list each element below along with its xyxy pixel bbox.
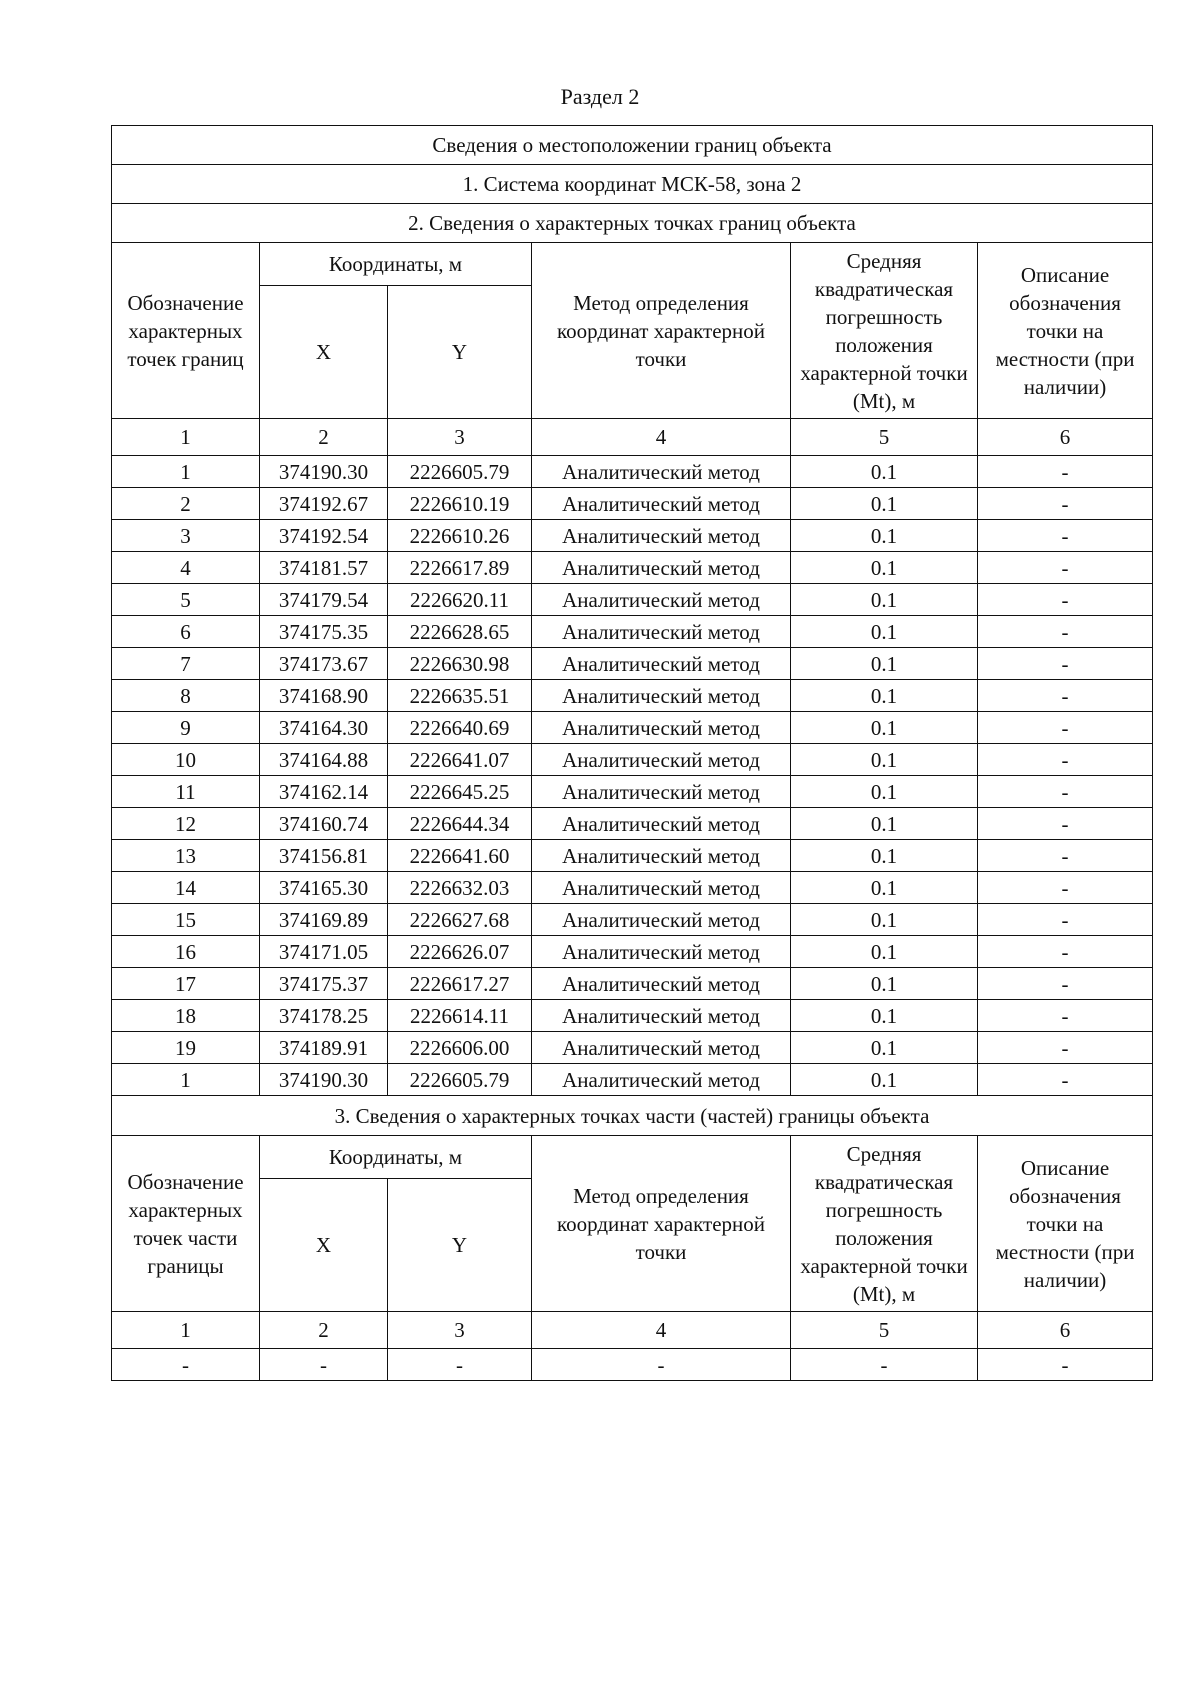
point-cell: - <box>112 1349 260 1381</box>
header-x: X <box>260 286 388 419</box>
section2-title: 2. Сведения о характерных точках границ объекта <box>112 204 1153 243</box>
point-cell: 3 <box>112 520 260 552</box>
header-coordinates: Координаты, м <box>260 1136 532 1179</box>
error-cell: 0.1 <box>791 456 978 488</box>
x-cell: 374169.89 <box>260 904 388 936</box>
method-cell: Аналитический метод <box>532 936 791 968</box>
method-cell: Аналитический метод <box>532 968 791 1000</box>
table-row <box>112 456 1153 488</box>
point-cell: 9 <box>112 712 260 744</box>
table-row <box>112 584 1153 616</box>
method-cell: Аналитический метод <box>532 520 791 552</box>
x-cell: 374178.25 <box>260 1000 388 1032</box>
x-cell: 374192.54 <box>260 520 388 552</box>
description-cell: - <box>978 968 1153 1000</box>
point-cell: 5 <box>112 584 260 616</box>
y-cell: 2226645.25 <box>388 776 532 808</box>
point-cell: 7 <box>112 648 260 680</box>
table-row <box>112 520 1153 552</box>
column-number: 6 <box>978 1312 1153 1349</box>
description-cell: - <box>978 1032 1153 1064</box>
y-cell: 2226605.79 <box>388 456 532 488</box>
y-cell: 2226614.11 <box>388 1000 532 1032</box>
method-cell: Аналитический метод <box>532 488 791 520</box>
section-title: Раздел 2 <box>560 84 640 109</box>
method-cell: Аналитический метод <box>532 872 791 904</box>
y-cell: 2226606.00 <box>388 1032 532 1064</box>
y-cell: 2226617.27 <box>388 968 532 1000</box>
table-row <box>112 776 1153 808</box>
description-cell: - <box>978 616 1153 648</box>
error-cell: 0.1 <box>791 904 978 936</box>
x-cell: 374192.67 <box>260 488 388 520</box>
method-cell: - <box>532 1349 791 1381</box>
x-cell: 374171.05 <box>260 936 388 968</box>
header-description: Описание обозначения точки на местности (при наличии) <box>978 1136 1153 1312</box>
table-row <box>112 552 1153 584</box>
error-cell: 0.1 <box>791 968 978 1000</box>
method-cell: Аналитический метод <box>532 1064 791 1096</box>
y-cell: 2226626.07 <box>388 936 532 968</box>
error-cell: 0.1 <box>791 936 978 968</box>
y-cell: 2226617.89 <box>388 552 532 584</box>
x-cell: - <box>260 1349 388 1381</box>
description-cell: - <box>978 584 1153 616</box>
column-number: 5 <box>791 419 978 456</box>
error-cell: 0.1 <box>791 648 978 680</box>
column-number: 4 <box>532 1312 791 1349</box>
table-row <box>112 648 1153 680</box>
error-cell: 0.1 <box>791 616 978 648</box>
table-row <box>112 1064 1153 1096</box>
table-row <box>112 872 1153 904</box>
header-y: Y <box>388 1179 532 1312</box>
point-cell: 17 <box>112 968 260 1000</box>
header-error: Средняя квадратическая погрешность положения характерной точки (Mt), м <box>791 1136 978 1312</box>
x-cell: 374175.37 <box>260 968 388 1000</box>
header-y: Y <box>388 286 532 419</box>
column-number: 1 <box>112 1312 260 1349</box>
y-cell: 2226605.79 <box>388 1064 532 1096</box>
description-cell: - <box>978 776 1153 808</box>
table-row <box>112 680 1153 712</box>
error-cell: 0.1 <box>791 872 978 904</box>
table-row <box>112 1349 1153 1381</box>
x-cell: 374190.30 <box>260 456 388 488</box>
error-cell: 0.1 <box>791 520 978 552</box>
x-cell: 374156.81 <box>260 840 388 872</box>
x-cell: 374164.88 <box>260 744 388 776</box>
error-cell: 0.1 <box>791 584 978 616</box>
error-cell: 0.1 <box>791 840 978 872</box>
method-cell: Аналитический метод <box>532 808 791 840</box>
error-cell: 0.1 <box>791 488 978 520</box>
y-cell: 2226628.65 <box>388 616 532 648</box>
description-cell: - <box>978 648 1153 680</box>
description-cell: - <box>978 712 1153 744</box>
method-cell: Аналитический метод <box>532 1032 791 1064</box>
point-cell: 6 <box>112 616 260 648</box>
header-coordinates: Координаты, м <box>260 243 532 286</box>
point-cell: 2 <box>112 488 260 520</box>
column-number-row <box>112 1312 1153 1349</box>
y-cell: 2226620.11 <box>388 584 532 616</box>
description-cell: - <box>978 1064 1153 1096</box>
y-cell: 2226632.03 <box>388 872 532 904</box>
method-cell: Аналитический метод <box>532 904 791 936</box>
header-designation: Обозначение характерных точек части границы <box>112 1136 260 1312</box>
point-cell: 15 <box>112 904 260 936</box>
x-cell: 374164.30 <box>260 712 388 744</box>
table-row <box>112 712 1153 744</box>
table-row <box>112 1032 1153 1064</box>
y-cell: 2226641.07 <box>388 744 532 776</box>
y-cell: 2226635.51 <box>388 680 532 712</box>
method-cell: Аналитический метод <box>532 616 791 648</box>
error-cell: 0.1 <box>791 712 978 744</box>
error-cell: 0.1 <box>791 744 978 776</box>
column-number: 4 <box>532 419 791 456</box>
table-row <box>112 808 1153 840</box>
section3-title: 3. Сведения о характерных точках части (частей) границы объекта <box>112 1096 1153 1136</box>
table-row <box>112 968 1153 1000</box>
point-cell: 18 <box>112 1000 260 1032</box>
x-cell: 374179.54 <box>260 584 388 616</box>
point-cell: 8 <box>112 680 260 712</box>
method-cell: Аналитический метод <box>532 712 791 744</box>
point-cell: 13 <box>112 840 260 872</box>
description-cell: - <box>978 808 1153 840</box>
header-method: Метод определения координат характерной точки <box>532 1136 791 1312</box>
y-cell: - <box>388 1349 532 1381</box>
header-x: X <box>260 1179 388 1312</box>
point-cell: 1 <box>112 1064 260 1096</box>
header-designation: Обозначение характерных точек границ <box>112 243 260 419</box>
method-cell: Аналитический метод <box>532 744 791 776</box>
column-number: 3 <box>388 419 532 456</box>
point-cell: 12 <box>112 808 260 840</box>
table-row <box>112 840 1153 872</box>
description-cell: - <box>978 936 1153 968</box>
description-cell: - <box>978 872 1153 904</box>
header-error: Средняя квадратическая погрешность положения характерной точки (Mt), м <box>791 243 978 419</box>
description-cell: - <box>978 904 1153 936</box>
description-cell: - <box>978 744 1153 776</box>
table-row <box>112 744 1153 776</box>
error-cell: - <box>791 1349 978 1381</box>
y-cell: 2226610.26 <box>388 520 532 552</box>
x-cell: 374190.30 <box>260 1064 388 1096</box>
method-cell: Аналитический метод <box>532 648 791 680</box>
x-cell: 374181.57 <box>260 552 388 584</box>
table-row <box>112 936 1153 968</box>
description-cell: - <box>978 552 1153 584</box>
error-cell: 0.1 <box>791 1000 978 1032</box>
x-cell: 374168.90 <box>260 680 388 712</box>
y-cell: 2226627.68 <box>388 904 532 936</box>
column-number: 6 <box>978 419 1153 456</box>
point-cell: 14 <box>112 872 260 904</box>
boundary-table <box>111 125 1153 1381</box>
y-cell: 2226630.98 <box>388 648 532 680</box>
x-cell: 374162.14 <box>260 776 388 808</box>
header-method: Метод определения координат характерной точки <box>532 243 791 419</box>
method-cell: Аналитический метод <box>532 456 791 488</box>
y-cell: 2226640.69 <box>388 712 532 744</box>
column-number: 2 <box>260 419 388 456</box>
error-cell: 0.1 <box>791 808 978 840</box>
column-number: 2 <box>260 1312 388 1349</box>
method-cell: Аналитический метод <box>532 584 791 616</box>
method-cell: Аналитический метод <box>532 1000 791 1032</box>
header-description: Описание обозначения точки на местности (при наличии) <box>978 243 1153 419</box>
point-cell: 16 <box>112 936 260 968</box>
description-cell: - <box>978 1000 1153 1032</box>
point-cell: 11 <box>112 776 260 808</box>
method-cell: Аналитический метод <box>532 840 791 872</box>
x-cell: 374173.67 <box>260 648 388 680</box>
column-number: 3 <box>388 1312 532 1349</box>
x-cell: 374189.91 <box>260 1032 388 1064</box>
table-row <box>112 1000 1153 1032</box>
y-cell: 2226610.19 <box>388 488 532 520</box>
point-cell: 19 <box>112 1032 260 1064</box>
error-cell: 0.1 <box>791 776 978 808</box>
error-cell: 0.1 <box>791 1064 978 1096</box>
method-cell: Аналитический метод <box>532 552 791 584</box>
y-cell: 2226644.34 <box>388 808 532 840</box>
point-cell: 4 <box>112 552 260 584</box>
coordinate-system: 1. Система координат МСК-58, зона 2 <box>112 165 1153 204</box>
method-cell: Аналитический метод <box>532 680 791 712</box>
x-cell: 374175.35 <box>260 616 388 648</box>
x-cell: 374160.74 <box>260 808 388 840</box>
description-cell: - <box>978 520 1153 552</box>
y-cell: 2226641.60 <box>388 840 532 872</box>
point-cell: 10 <box>112 744 260 776</box>
error-cell: 0.1 <box>791 680 978 712</box>
description-cell: - <box>978 1349 1153 1381</box>
x-cell: 374165.30 <box>260 872 388 904</box>
description-cell: - <box>978 680 1153 712</box>
description-cell: - <box>978 488 1153 520</box>
column-number: 5 <box>791 1312 978 1349</box>
description-cell: - <box>978 840 1153 872</box>
description-cell: - <box>978 456 1153 488</box>
table-row <box>112 616 1153 648</box>
error-cell: 0.1 <box>791 1032 978 1064</box>
method-cell: Аналитический метод <box>532 776 791 808</box>
error-cell: 0.1 <box>791 552 978 584</box>
table-row <box>112 488 1153 520</box>
table-title: Сведения о местоположении границ объекта <box>112 126 1153 165</box>
column-number: 1 <box>112 419 260 456</box>
table-row <box>112 904 1153 936</box>
column-number-row <box>112 419 1153 456</box>
point-cell: 1 <box>112 456 260 488</box>
